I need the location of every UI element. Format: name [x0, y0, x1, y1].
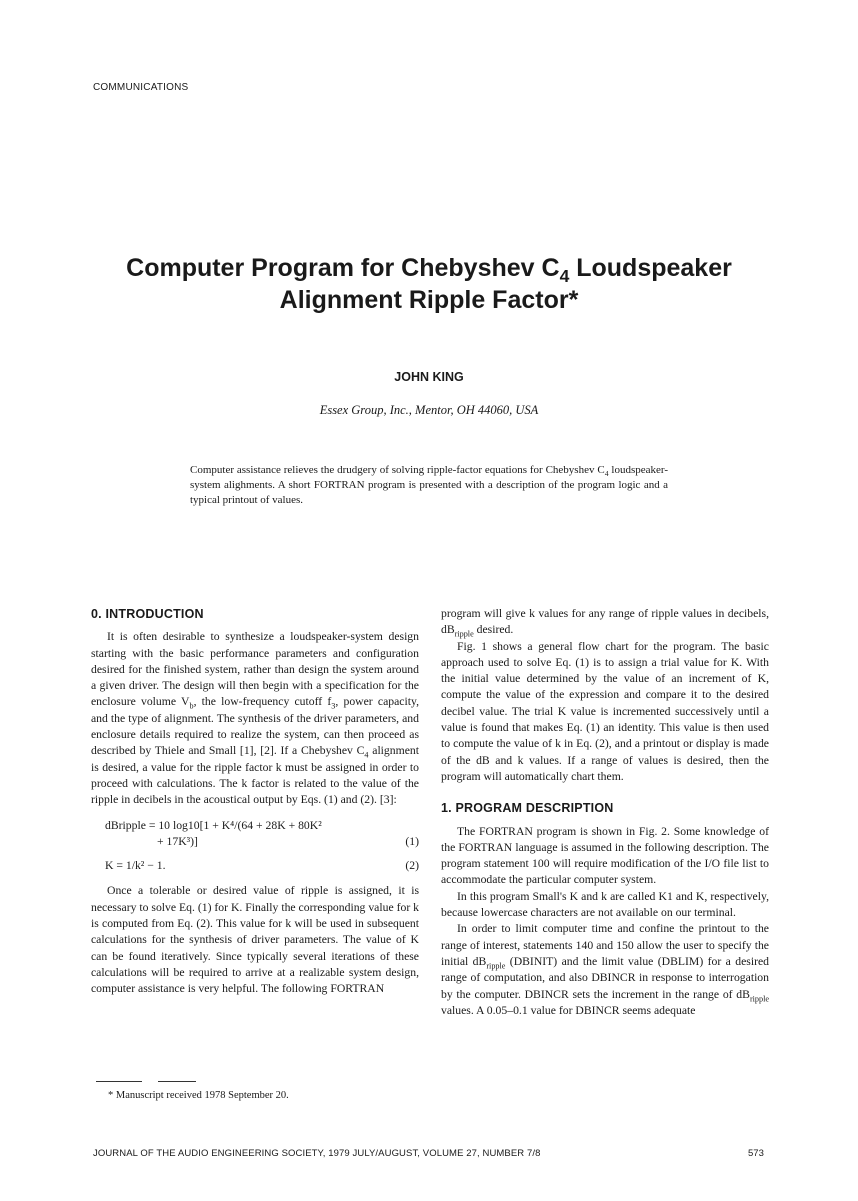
title-line-1: Computer Program for Chebyshev $C_4$ Loudspeaker [126, 254, 732, 286]
equation-1-text: dBripple = 10 log10[1 + K⁴/(64 + 28K + 80K² [105, 818, 322, 832]
author-affiliation: Essex Group, Inc., Mentor, OH 44060, USA [319, 403, 539, 417]
footnote-rule-segment-2 [158, 1081, 196, 1082]
section-heading-introduction: 0. INTRODUCTION [91, 607, 204, 621]
footnote-rule [96, 1081, 196, 1082]
program-paragraph-1: The FORTRAN program is shown in Fig. 2. Some knowledge of the FORTRAN language is assumed in the following description. The program statement 100 will require modification of the I/O file list to accommodate the particular computer system. [441, 824, 769, 887]
intro-paragraph-continued: program will give k values for any range of ripple values in decibels, $dB_{ripple}$ desired. [441, 607, 769, 639]
page-number: 573 [748, 1148, 764, 1159]
article-title [0, 252, 858, 316]
author-name: JOHN KING [394, 370, 464, 384]
footnote-rule-segment-1 [96, 1081, 142, 1082]
equation-1-line-1 [91, 818, 419, 834]
intro-paragraph-flowchart: Fig. 1 shows a general flow chart for the program. The basic approach used to solve Eq. (1) is to assign a trial value for K. With the initial value determined by the value of an increment of K, compute the value of the expression and compare it to the desired decibel value. The trial K value is incremented successively until a value is found that makes Eq. (1) an identity. This value is then used to compute the value of k in Eq. (2), and a printout or display is made of the dB and k values. If a range of values is desired, then the program will automatically chart them. [441, 639, 769, 783]
intro-paragraph-2: Once a tolerable or desired value of ripple is assigned, it is necessary to solve Eq. (1) for K. Finally the corresponding value for k is computed from Eq. (2). This value for k will be used in subsequent calculations for the synthesis of driver parameters. The value of K can be found iteratively. Since typically several iterations of these calculations will be required to arrive at a realizable system design, computer assistance is very helpful. The following FORTRAN [91, 884, 419, 996]
equation-2-line [91, 858, 419, 874]
title-line-2: Alignment Ripple Factor* [279, 286, 579, 314]
equation-1-number: (1) [405, 834, 419, 848]
journal-footer: JOURNAL OF THE AUDIO ENGINEERING SOCIETY, 1979 JULY/AUGUST, VOLUME 27, NUMBER 7/8 [93, 1148, 541, 1159]
column-left [91, 606, 419, 998]
footnote: * Manuscript received 1978 September 20. [108, 1090, 289, 1101]
intro-paragraph-1: It is often desirable to synthesize a loudspeaker-system design starting with the basic performance parameters and configuration desired for the finished system, rather than design the system around a given driver. The design will then begin with a specification for the enclosure volume $V_b$, the low-frequency cutoff $f_3$, power capacity, and the type of alignment. The synthesis of the driver parameters, and enclosure details required to realize the system, can then proceed as described by Thiele and Small [1], [2]. If a Chebyshev $C_4$ alignment is desired, a value for the ripple factor k must be assigned in order to proceed with calculations. The k factor is related to the value of the ripple in decibels in the acoustical output by Eqs. (1) and (2). [3]: [91, 630, 419, 807]
program-paragraph-2: In this program Small's K and k are called K1 and K, respectively, because lowercase characters are not available on our terminal. [441, 889, 769, 920]
program-paragraph-3: In order to limit computer time and confine the printout to the range of interest, statements 140 and 150 allow the user to specify the initial $dB_{ripple}$ (DBINIT) and the limit value (DBLIM) for a desired range of computation, and also DBINCR in response to interrogation by the computer. DBINCR sets the increment in the range of $dB_{ripple}$ values. A 0.05–0.1 value for DBINCR seems adequate [441, 922, 770, 1017]
equation-2-number: (2) [405, 859, 419, 873]
section-label: COMMUNICATIONS [93, 82, 189, 93]
section-heading-program-description: 1. PROGRAM DESCRIPTION [441, 801, 614, 816]
equation-1-line-2 [91, 834, 419, 850]
abstract: Computer assistance relieves the drudgery of solving ripple-factor equations for Chebyshev $C_4$ loudspeaker-system alighments. A short FORTRAN program is presented with a description of the program logic and a typical printout of values. [190, 464, 668, 506]
equation-1-continuation: + 17K³)] [157, 834, 198, 848]
column-right [441, 606, 769, 1019]
equation-2-text: K = 1/k² − 1. [105, 859, 166, 873]
equation-block [91, 818, 419, 875]
